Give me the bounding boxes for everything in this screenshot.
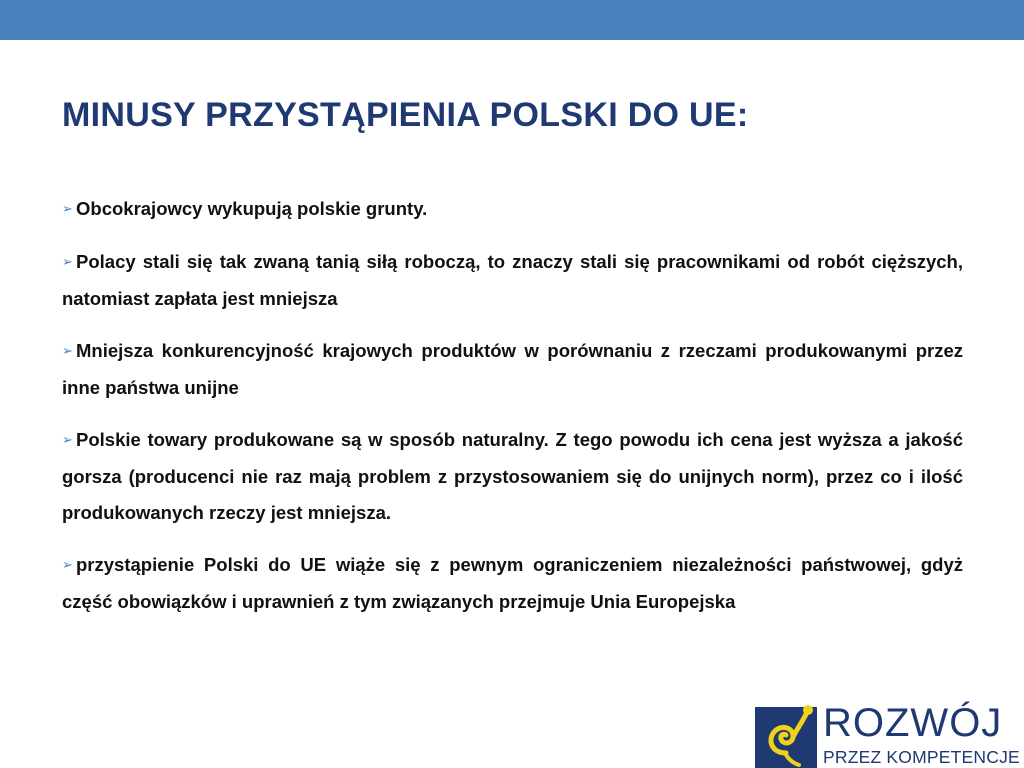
- bullet-list: [62, 191, 963, 636]
- arrow-right-icon: ➢: [62, 558, 73, 573]
- arrow-right-icon: ➢: [62, 255, 73, 270]
- bullet-item: [62, 333, 963, 406]
- top-accent-bar: [0, 0, 1024, 40]
- arrow-right-icon: ➢: [62, 344, 73, 359]
- arrow-right-icon: ➢: [62, 202, 73, 217]
- bullet-text: przystąpienie Polski do UE wiąże się z pewnym ograniczeniem niezależności państwowej, gdyż część obowiązków i uprawnień z tym związanych przejmuje Unia Europejska: [62, 554, 963, 612]
- arrow-right-icon: ➢: [62, 433, 73, 448]
- bullet-text: Obcokrajowcy wykupują polskie grunty.: [76, 198, 428, 219]
- bullet-item: [62, 422, 963, 531]
- bullet-text: Polskie towary produkowane są w sposób naturalny. Z tego powodu ich cena jest wyższa a jakość gorsza (producenci nie raz mają problem z przystosowaniem się do unijnych norm), przez co i ilość produkowanych rzeczy jest mniejsza.: [62, 429, 963, 523]
- spiral-figure-icon: [755, 703, 819, 768]
- bullet-item: [62, 547, 963, 620]
- bullet-text: Mniejsza konkurencyjność krajowych produktów w porównaniu z rzeczami produkowanymi przez inne państwa unijne: [62, 340, 963, 398]
- rozwoj-logo: [755, 703, 1024, 768]
- bullet-item: [62, 191, 963, 228]
- logo-text-primary: ROZWÓJ: [823, 701, 1003, 745]
- logo-text-secondary: PRZEZ KOMPETENCJE: [823, 747, 1020, 767]
- bullet-text: Polacy stali się tak zwaną tanią siłą roboczą, to znaczy stali się pracownikami od robót cięższych, natomiast zapłata jest mniejsza: [62, 251, 963, 309]
- slide-title: MINUSY PRZYSTĄPIENIA POLSKI DO UE:: [62, 96, 749, 134]
- bullet-item: [62, 244, 963, 317]
